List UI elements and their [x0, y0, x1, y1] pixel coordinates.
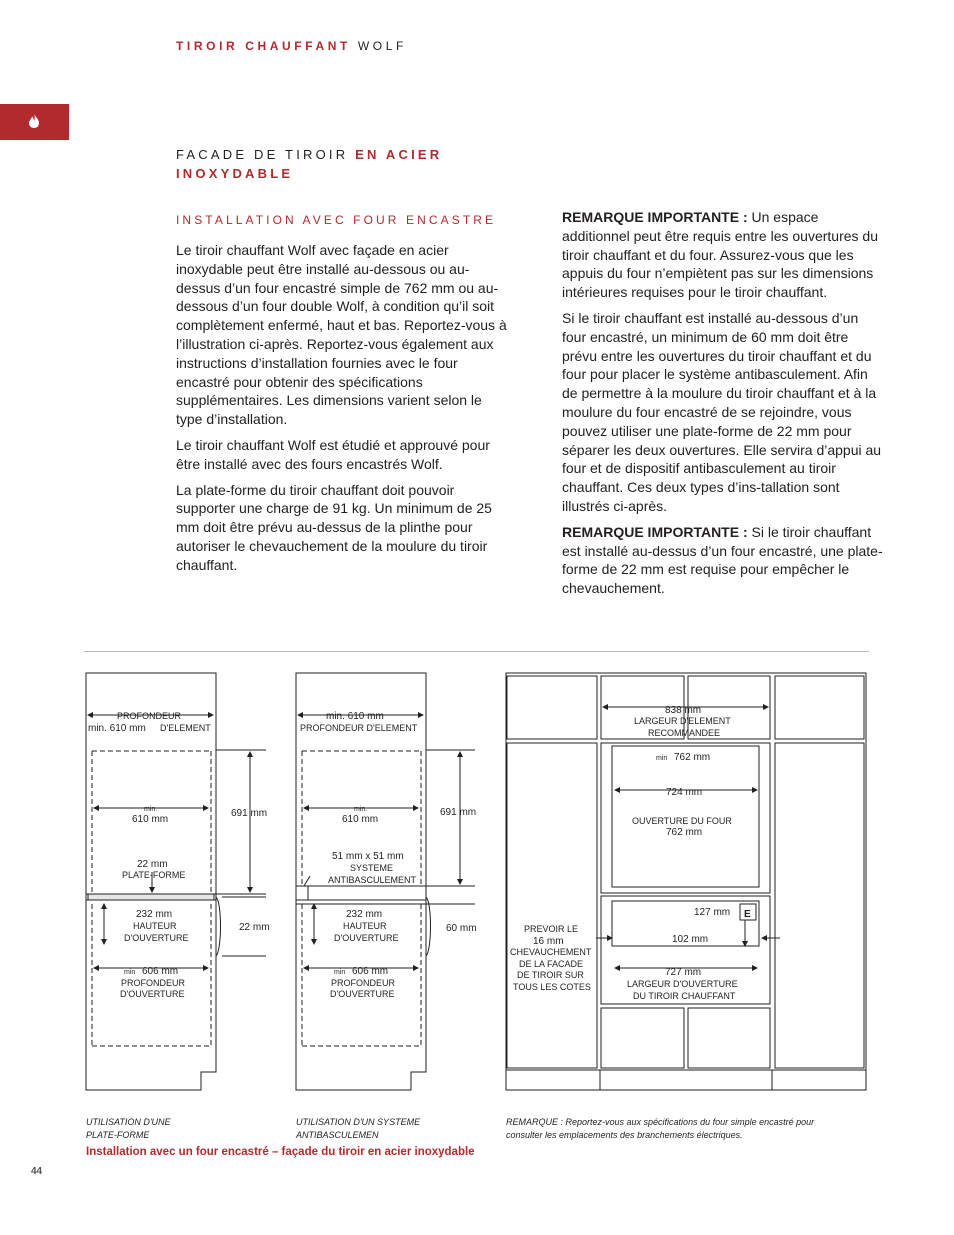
d3-127: 127 mm — [694, 907, 731, 918]
note-text: Si le tiroir chauffant est installé au-dessus d’un four encastré, une plate-forme de 22 mm est requise pour empêcher le chevauchement. — [562, 523, 883, 597]
diagram2-caption — [296, 1116, 420, 1142]
header-brand-bold: TIROIR CHAUFFANT — [176, 39, 351, 53]
d3-recommandee: RECOMMANDEE — [648, 728, 721, 738]
installation-diagram — [0, 660, 954, 1140]
caption-line: UTILISATION D'UNE — [86, 1117, 171, 1127]
d1-ouverture: D'OUVERTURE — [124, 933, 189, 943]
page-number: 44 — [31, 1166, 43, 1177]
d3-largeur: LARGEUR D'ELEMENT — [634, 716, 731, 726]
d1-min-small: min — [124, 969, 136, 976]
note-paragraph — [562, 208, 884, 302]
caption-line: consulter les emplacements des branchements électriques. — [506, 1130, 743, 1140]
d2-prof-elem: PROFONDEUR D'ELEMENT — [300, 723, 418, 733]
d2-51: 51 mm x 51 mm — [332, 851, 404, 862]
d2-ouv2: D'OUVERTURE — [330, 989, 395, 999]
d1-prof2: PROFONDEUR — [121, 978, 186, 988]
d1-610: 610 mm — [132, 814, 169, 825]
paragraph: Le tiroir chauffant Wolf est étudié et approuvé pour être installé avec des fours encastrés Wolf. — [176, 436, 490, 472]
section-title-plain: FACADE DE TIROIR — [176, 147, 349, 162]
d2-min: min. — [354, 806, 368, 813]
d1-606: 606 mm — [142, 966, 179, 977]
d2-ouverture: D'OUVERTURE — [334, 933, 399, 943]
d1-hauteur: HAUTEUR — [133, 921, 177, 931]
d2-min-small: min — [334, 969, 346, 976]
body-column-left — [176, 241, 512, 582]
d3-838: 838 mm — [665, 705, 702, 716]
note-text: Un espace additionnel peut être requis entre les ouvertures du tiroir chauffant et du four. Assurez-vous que les appuis du four n’empiètent pas sur les dimensions intérieures requises pour le tiroir chauffant. — [562, 209, 878, 301]
flame-icon — [28, 113, 40, 128]
d2-antib: ANTIBASCULEMENT — [328, 875, 417, 885]
d3-762b: 762 mm — [666, 827, 703, 838]
divider — [84, 651, 869, 652]
note-label: REMARQUE IMPORTANTE : — [562, 523, 748, 540]
section-title — [176, 145, 476, 183]
d2-60: 60 mm — [446, 923, 477, 934]
d1-232: 232 mm — [136, 909, 173, 920]
caption-line: PLATE-FORME — [86, 1130, 150, 1140]
d1-ouv2: D'OUVERTURE — [120, 989, 185, 999]
page-header — [176, 39, 407, 53]
caption-line: ANTIBASCULEMEN — [296, 1130, 379, 1140]
d2-232: 232 mm — [346, 909, 383, 920]
d2-691: 691 mm — [440, 807, 477, 818]
note-label: REMARQUE IMPORTANTE : — [562, 209, 748, 225]
diagram3-note — [506, 1116, 814, 1142]
d3-762: 762 mm — [674, 752, 711, 763]
d3-du-tiroir: DU TIROIR CHAUFFANT — [633, 991, 736, 1001]
d2-606: 606 mm — [352, 966, 389, 977]
d2-hauteur: HAUTEUR — [343, 921, 387, 931]
d3-detiroir: DE TIROIR SUR — [517, 970, 584, 980]
d3-tous: TOUS LES COTES — [513, 982, 591, 992]
paragraph: La plate-forme du tiroir chauffant doit pouvoir supporter une charge de 91 kg. Un minimum de 25 mm doit être prévu au-dessus de la plinthe pour autoriser le chevauchement de la moulure du tiroir chauffant. — [176, 481, 492, 573]
section-subtitle: INSTALLATION AVEC FOUR ENCASTRE — [176, 213, 497, 227]
d1-profondeur: PROFONDEUR — [117, 711, 182, 721]
d1-plateforme: PLATE-FORME — [122, 870, 186, 880]
d1-22: 22 mm — [137, 859, 168, 870]
paragraph: Si le tiroir chauffant est installé au-dessous d’un four encastré, un minimum de 60 mm doit être prévu entre les ouvertures du tiroir chauffant et du four pour placer le système antibasculement. Afin de permettre à la moulure du tiroir chauffant et à la moulure du four encastré de se rejoindre, vous pouvez utiliser une plate-forme de 22 mm pour séparer les deux ouvertures. Elle servira d’appui au four et de dispositif antibasculement au tiroir chauffant. Ces deux types d’ins-tallation sont illustrés ci-après. — [562, 309, 882, 514]
d1-element: D'ELEMENT — [160, 723, 211, 733]
d3-min-small: min — [656, 755, 668, 762]
diagram1-caption — [86, 1116, 171, 1142]
d2-systeme: SYSTEME — [350, 863, 394, 873]
d1-22-side: 22 mm — [239, 922, 270, 933]
d3-102: 102 mm — [672, 934, 709, 945]
d1-691: 691 mm — [231, 808, 268, 819]
d3-727: 727 mm — [665, 967, 702, 978]
d3-ouv-four: OUVERTURE DU FOUR — [632, 816, 732, 826]
d2-prof2: PROFONDEUR — [331, 978, 396, 988]
d2-min610: min. 610 mm — [326, 711, 384, 722]
d3-724: 724 mm — [666, 787, 703, 798]
d3-dela: DE LA FACADE — [519, 959, 584, 969]
caption-line: UTILISATION D'UN SYSTEME — [296, 1117, 421, 1127]
note-paragraph — [562, 523, 884, 598]
header-brand: WOLF — [357, 39, 407, 53]
figure-caption: Installation avec un four encastré – façade du tiroir en acier inoxydable — [86, 1146, 475, 1158]
d3-e: E — [744, 909, 751, 920]
d2-610: 610 mm — [342, 814, 379, 825]
section-title-bold: EN ACIER INOXYDABLE — [176, 147, 443, 181]
caption-line: REMARQUE : Reportez-vous aux spécifications du four simple encastré pour — [506, 1117, 815, 1127]
section-tab — [0, 104, 69, 140]
d1-min610: min. 610 mm — [88, 723, 146, 734]
d3-16: 16 mm — [533, 936, 564, 947]
paragraph: Le tiroir chauffant Wolf avec façade en acier inoxydable peut être installé au-dessous ou au-dessus d’un four encastré simple de 762 mm ou au-dessous d’un four double Wolf, à condition qu’il soit complètement enfermé, haut et bas. Reportez-vous à l’illustration ci-après. Reportez-vous également aux instructions d’installation fournies avec le four encastré pour obtenir des spécifications supplémentaires. Les dimensions varient selon le type d’installation. — [176, 242, 507, 428]
d3-prevoir: PREVOIR LE — [524, 924, 579, 934]
d3-larg-ouv: LARGEUR D'OUVERTURE — [627, 979, 738, 989]
d1-min: min. — [144, 806, 158, 813]
body-column-right — [562, 208, 884, 605]
d3-chev: CHEVAUCHEMENT — [510, 947, 592, 957]
